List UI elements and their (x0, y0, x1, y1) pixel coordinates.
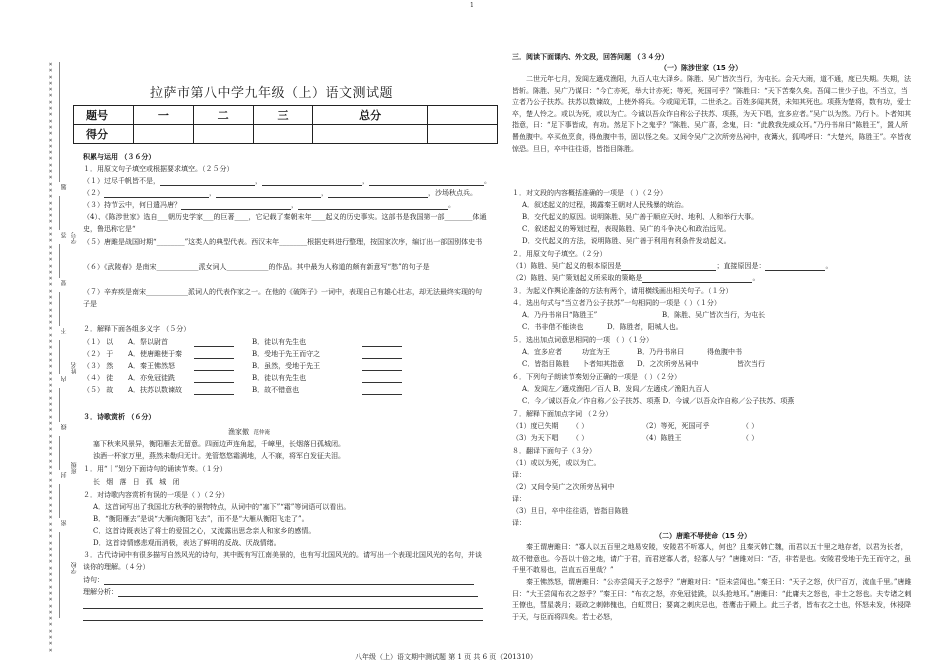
seal-char: 封 (61, 472, 68, 478)
seal-char: 不 (61, 328, 68, 334)
question-text: ７．解释下面加点字词 （２分） (512, 410, 613, 418)
reading-passage: 秦王谓唐雎曰：“寡人以五百里之地易安陵，安陵君不听寡人，何也？且秦灭韩亡魏，而君以五十里之地存者，以君为长者，故不错意也。今吾以十倍之地，请广于君，而君逆寡人者，轻寡人与？”唐雎对曰：“否，非若是也。安陵君受地于先王而守之，虽千里不敢易也，岂直五百里哉？” (512, 543, 912, 575)
option: B．交代起义的原因。说明陈胜、吴广善于顺应天时、地利、人和举行大事。 (522, 213, 759, 221)
reading-passage: 二世元年七月，发闾左適戍渔阳，九百人屯大泽乡。陈胜、吴广皆次当行，为屯长。会天大雨，道不通，度已失期。失期，法皆斩。陈胜、吴广乃谋曰：“今亡亦死，举大计亦死；等死，死国可乎？”陈胜曰：“天下苦秦久矣。吾闻二世少子也，不当立，当立者乃公子扶苏。扶苏以数谏故，上使外将兵。今或闻无罪，二世杀之。百姓多闻其贤，未知其死也。项燕为楚将，数有功，爱士卒，楚人怜之。或以为死，或以为亡。今诚以吾众诈自称公子扶苏、项燕，为天下唱，宜多应者。”吴广以为然。乃行卜。卜者知其指意，曰：“足下事皆成，有功。然足下卜之鬼乎？”陈胜、吴广喜，念鬼，曰：“此教我先威众耳。”乃丹书帛曰“陈胜王”，置人所罾鱼腹中。卒买鱼烹食，得鱼腹中书，固以怪之矣。又间令吴广之次所旁丛祠中，夜篝火，狐鸣呼曰：“大楚兴，陈胜王”。卒皆夜惊恐。旦日，卒中往往语，皆指目陈胜。 (512, 75, 912, 153)
page-title: 拉萨市第八中学九年级（上）语文测试题 (150, 86, 394, 101)
reading-passage: 秦王怫然怒，谓唐雎曰：“公亦尝闻天子之怒乎？”唐雎对曰：“臣未尝闻也。”秦王曰：“天子之怒，伏尸百万，流血千里。”唐雎曰：“大王尝闻布衣之怒乎？”秦王曰：“布衣之怒，亦免冠徒跣，以头抢地耳。”唐雎曰：“此庸夫之怒也，非士之怒也。夫专诸之刺王僚也，彗星袭月；聂政之刺韩傀也，白虹贯日；要离之刺庆忌也，苍鹰击于殿上。此三子者，皆布衣之士也，怀怒未发，休祲降于天，与臣而将四矣。若士必怒， (512, 578, 912, 621)
score-header: 题号 (74, 106, 134, 125)
seal-char: 密 (61, 520, 68, 526)
answer-line (83, 611, 483, 621)
score-cell[interactable] (313, 125, 428, 144)
answer-line: 诗句： (83, 575, 474, 585)
score-cell[interactable] (428, 125, 498, 144)
question-line: （4）、《陈涉世家》选自___朝历史学家___的巨著____，它记载了秦朝末年____起义的历史事实。这部书是我国第一部________体通史，鲁迅称它是“ (83, 213, 487, 233)
section3-title: ３．诗歌赏析 （６分） (83, 413, 156, 421)
score-cell[interactable] (253, 125, 313, 144)
score-cell[interactable] (134, 125, 194, 144)
sub1-title: （一）陈涉世家（15 分） (660, 64, 743, 72)
page-footer: 八年级（上）语文期中测试题 第 1 页 共 6 页（201310） (355, 653, 537, 661)
option: A．宜多应者 功宜为王 B．乃丹书帛曰 得鱼腹中书 (522, 348, 742, 356)
translate-sentence: （1）或以为死，或以为亡。 (512, 459, 601, 467)
polysemy-row: （４） 徒 A．亦免冠徒跣 B．徒以有先生也 (83, 373, 483, 383)
question-text: ６．下列句子朗读节奏划分正确的一项是 （ ）（２分） (512, 373, 681, 381)
question-line: （６）《武陵春》是南宋____________派女词人____________的作品。其中最为人称道的颇有新意写“愁”的句子是 (83, 263, 430, 271)
question-text: ２．解释下面各组多义字 （５分） (83, 325, 191, 333)
question-line: （２） ， ， ，沙场秋点兵。 (83, 189, 477, 197)
seal-char: 内 (61, 376, 68, 382)
question-line: （７）辛弃疾是南宋____________派词人的代表作家之一。在他的《破阵子》一词中，表现自己有雄心壮志，却无法最终实现的句子是 (83, 288, 482, 308)
question-text: ３．为起义作舆论准备的方法有两个，请用横线画出相关句子。（１分） (512, 287, 733, 295)
option: C．这首诗既表达了将士的爱国之心，又流露出思念亲人和家乡的感情。 (93, 527, 316, 535)
question-text: ２．用原文句子填空。（２分） (512, 250, 607, 258)
translate-sentence: （2）又间令吴广之次所旁丛祠中 (512, 483, 615, 491)
score-row-label: 得分 (74, 125, 134, 144)
question-text: ５．选出加点词意思相同的一项 （ ）（１分） (512, 336, 653, 344)
option: D．交代起义的方法，说明陈胜、吴广善于利用有利条件发动起义。 (522, 237, 731, 245)
translate-answer: 译： (512, 471, 526, 479)
translate-sentence: （3）旦日，卒中往往语，皆指目陈胜 (512, 507, 629, 515)
question-text: ２．对诗歌内容赏析有误的一项是（ ）（２分） (83, 491, 229, 499)
option: C．今／诚以吾众／诈自称／公子扶苏、项燕 D．今诚／以吾众诈自称／公子扶苏、项燕 (522, 397, 795, 405)
answer-line: （2）陈胜、吴广策划起义所采取的策略是 。 (512, 274, 760, 282)
option: A．乃丹书帛曰“陈胜王” B．陈胜、吴广皆次当行，为屯长 (522, 311, 766, 319)
class-label: 班级 (71, 462, 78, 474)
answer-line: 理解分析： (83, 587, 478, 597)
question-line: （５）唐雎是战国时期“________”这类人的典型代表。西汉末年________根据史料进行整理，按国家次序，编订出一部国别体史书 (83, 238, 483, 246)
student-id-label: 学号 (71, 232, 78, 244)
option: D．这首诗情感悲观而消极，表达了鲜明的反战、厌战情绪。 (93, 539, 281, 547)
score-header: 三 (253, 106, 313, 125)
option: B．“衡阳雁去”是说“大雁向衡阳飞去”，而不是“大雁从衡阳飞走了”。 (93, 515, 309, 523)
question-text: ４．选出句式与“当立者乃公子扶苏”一句相同的一项是（ ）（１分） (512, 299, 721, 307)
translate-answer: 译： (512, 519, 526, 527)
option: A．这首词写出了我国北方秋季的景物特点，从词中的“塞下”“霜”等词语可以看出。 (93, 503, 351, 511)
polysemy-row: （５） 故 A．扶苏以数谏故 B．故不错意也 (83, 385, 483, 395)
page-number: 1 (470, 2, 474, 9)
name-label: 姓名 (71, 362, 78, 374)
score-header: 一 (134, 106, 194, 125)
question-text: １．用原文句子填空或根据要求填空。（２５分） (83, 165, 234, 173)
score-header: 总分 (313, 106, 428, 125)
question-text: ８．翻译下面句子（３分） (512, 447, 596, 455)
seal-x-column: ×××××××××××××××××××××××××××××××××××××××××××××××××××××××××××××××××××××××××××××××××××××××××××××× (48, 61, 53, 654)
word-item-row: （1）度已失期 （ ） （2）等死，死国可乎 （ ） (512, 422, 759, 430)
seal-char: 题 (61, 184, 68, 190)
option: C．书非借不能读也 D．陈胜者，阳城人也。 (522, 323, 683, 331)
score-table (73, 105, 498, 144)
question-text: ３．古代诗词中有很多描写自然风光的诗句，其中既有写江南美景的，也有写北国风光的。请写出一个表现北国风光的名句，并谈谈你的理解。（４分） (83, 551, 482, 571)
section1-title: 积累与运用 （３６分） (83, 153, 156, 161)
seal-char: 线 (61, 424, 68, 430)
binding-strip (40, 61, 78, 654)
answer-line: （1）陈胜、吴广起义的根本原因是 ；直接原因是： 。 (512, 262, 833, 270)
translate-answer: 译： (512, 495, 526, 503)
answer-line (83, 599, 483, 609)
option: A．叙述起义的过程，揭露秦王朝对人民残暴的统治。 (522, 201, 689, 209)
poem-line: 浊酒一杯家万里，燕然未勒归无计。羌管悠悠霜满地，人不寐，将军白发征夫泪。 (93, 452, 345, 460)
option: C．皆指目陈胜 卜者知其指意 D．之次所旁丛祠中 皆次当行 (522, 360, 765, 368)
option: A．发闾左／適戍渔阳／百人 B．发闾／左適戍／渔阳九百人 (522, 385, 710, 393)
school-label: 学校 (71, 562, 78, 574)
word-item-row: （3）为天下唱 （ ） （4）陈胜王 （ ） (512, 434, 759, 442)
section3-reading-title: 三．阅读下面课内、外文段，回答问题 （３４分） (512, 53, 669, 61)
question-text: １．用“｜”划分下面诗句的诵读节奏。（１分） (83, 465, 227, 473)
polysemy-row: （２） 于 A．使唐雎使于秦 B．受地于先王而守之 (83, 349, 483, 359)
question-line: （３）持节云中，何日遣冯唐？ ， 。 (83, 201, 455, 209)
question-line: （１）过尽千帆皆不是， ， ， 。 (83, 177, 491, 185)
score-cell[interactable] (193, 125, 253, 144)
polysemy-row: （３） 然 A．秦王怫然怒 B．虽然，受地于先王 (83, 361, 483, 371)
score-header: 二 (193, 106, 253, 125)
rhythm-line: 长 烟 落 日 孤 城 闭 (93, 478, 182, 486)
poem-line: 塞下秋来风景异，衡阳雁去无留意。四面边声连角起，千嶂里，长烟落日孤城闭。 (93, 440, 345, 448)
seal-char: 要 (61, 280, 68, 286)
seal-char: 答 (61, 232, 68, 238)
poem-title: 渔家傲 范仲淹 (228, 428, 270, 436)
polysemy-row: （１） 以 A．祭以尉首 B．徒以有先生也 (83, 337, 483, 347)
question-text: １．对文段的内容概括准确的一项是 （ ）（２分） (512, 189, 667, 197)
option: C．叙述起义的筹划过程，表现陈胜、吴广的斗争决心和政治远见。 (522, 225, 731, 233)
sub2-title: （二）唐雎不辱使命（15 分） (655, 532, 752, 540)
